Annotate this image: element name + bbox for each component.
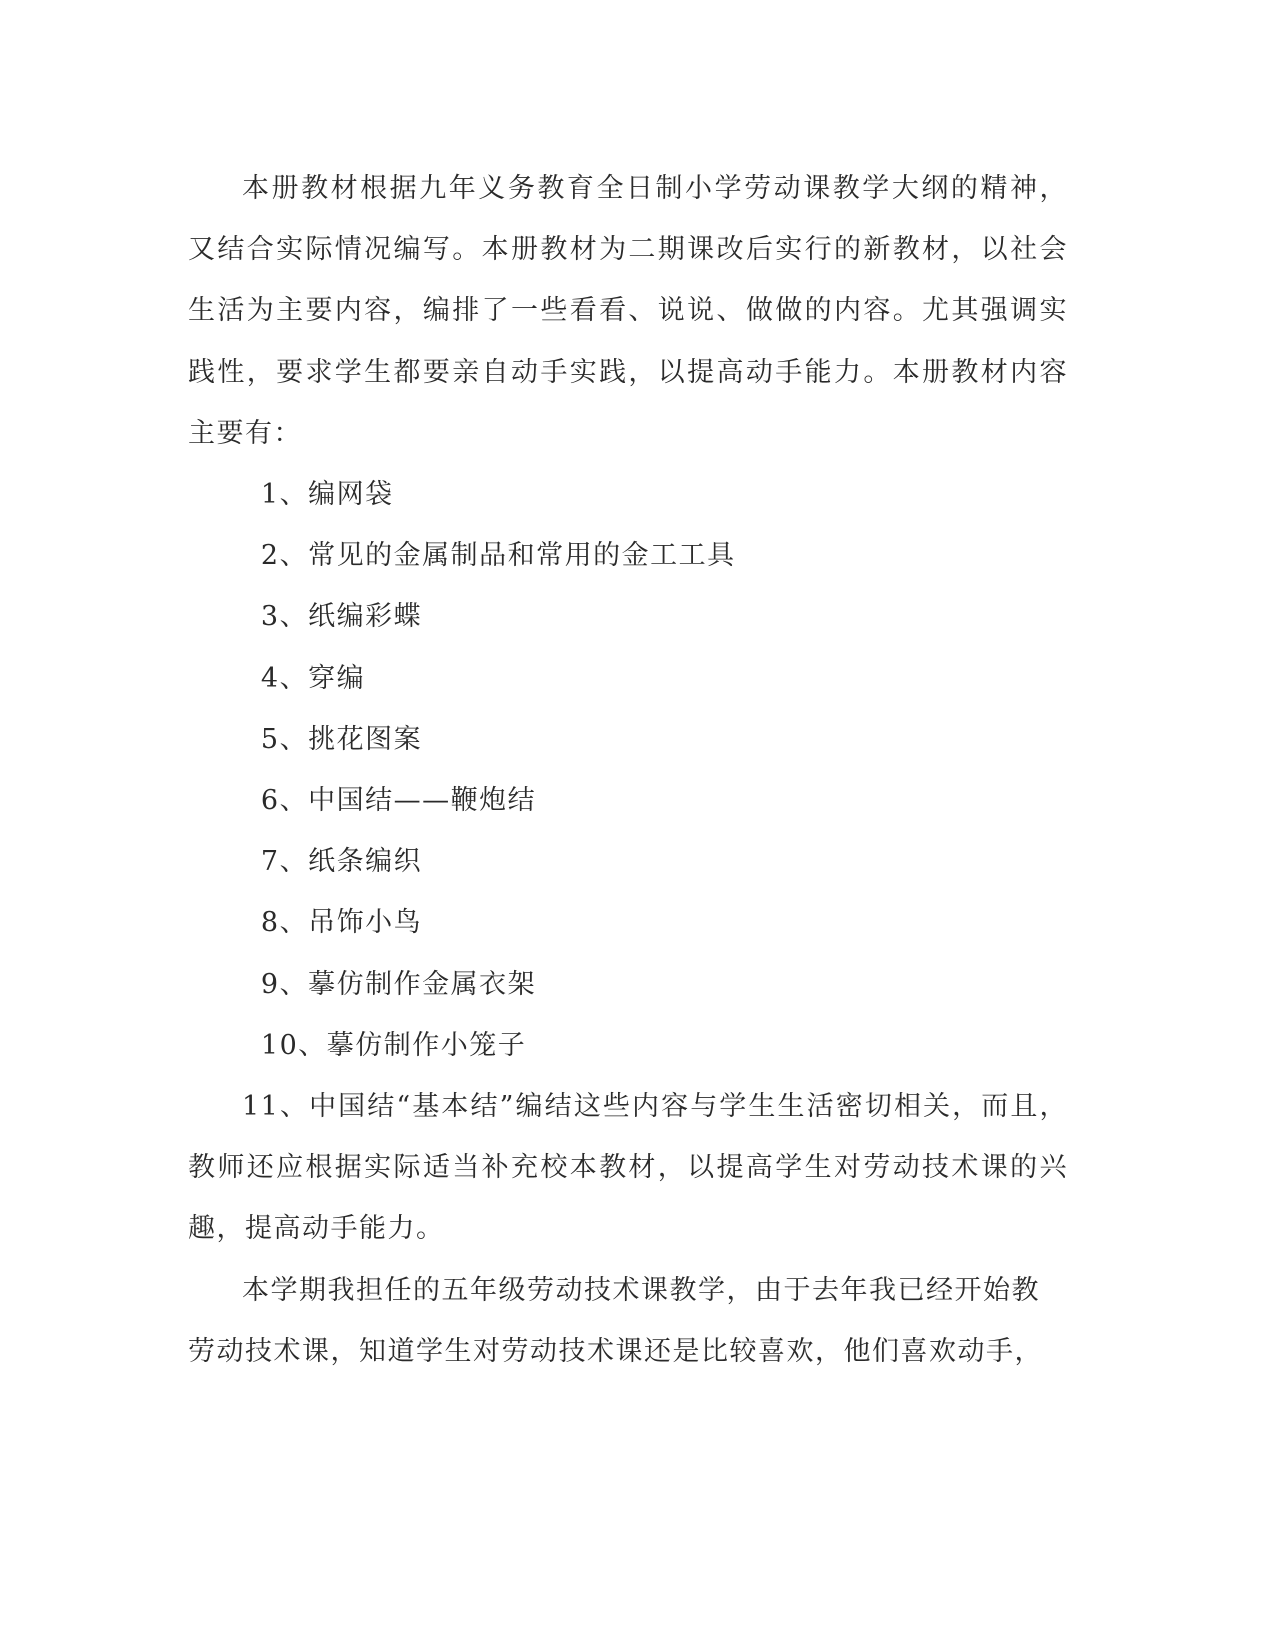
list-item: 10、摹仿制作小笼子 xyxy=(260,1029,527,1061)
list-item: 7、纸条编织 xyxy=(260,846,423,878)
document-body xyxy=(188,158,1068,1382)
list-item: 6、中国结——鞭炮结 xyxy=(260,785,537,817)
list-item: 1、编网袋 xyxy=(260,479,394,511)
closing-paragraph: 本学期我担任的五年级劳动技术课教学，由于去年我已经开始教劳动技术课，知道学生对劳动技术课还是比较喜欢，他们喜欢动手， xyxy=(188,1274,1043,1367)
list-item: 3、纸编彩蝶 xyxy=(260,601,423,633)
list-item: 5、挑花图案 xyxy=(260,723,423,755)
list-item: 9、摹仿制作金属衣架 xyxy=(260,968,537,1000)
list-item: 2、常见的金属制品和常用的金工工具 xyxy=(260,540,736,572)
intro-paragraph: 本册教材根据九年义务教育全日制小学劳动课教学大纲的精神，又结合实际情况编写。本册教材为二期课改后实行的新教材，以社会生活为主要内容，编排了一些看看、说说、做做的内容。尤其强调实践性，要求学生都要亲自动手实践，以提高动手能力。本册教材内容主要有： xyxy=(188,173,1068,449)
list-item: 4、穿编 xyxy=(260,662,366,694)
list-item: 8、吊饰小鸟 xyxy=(260,907,423,939)
item-11-paragraph: 11、中国结“基本结”编结这些内容与学生生活密切相关，而且，教师还应根据实际适当补充校本教材，以提高学生对劳动技术课的兴趣，提高动手能力。 xyxy=(188,1091,1068,1245)
